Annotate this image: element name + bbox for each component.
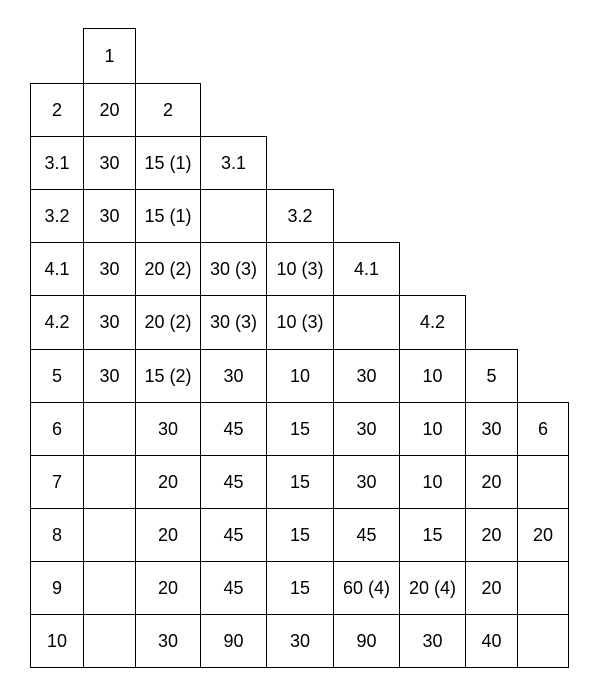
table-cell-r8-c8: 30 <box>465 402 518 456</box>
table-cell-r12-c6: 90 <box>333 614 400 668</box>
table-cell-r11-c4: 45 <box>200 561 267 615</box>
table-cell-r6-c5: 10 (3) <box>266 295 334 350</box>
table-cell-r6-c1: 4.2 <box>30 295 84 350</box>
table-cell-r12-c5: 30 <box>266 614 334 668</box>
table-cell-r11-c2 <box>83 561 136 615</box>
table-cell-r7-c6: 30 <box>333 349 400 403</box>
table-cell-r5-c4: 30 (3) <box>200 242 267 296</box>
table-cell-r8-c9: 6 <box>517 402 569 456</box>
table-cell-r10-c8: 20 <box>465 508 518 562</box>
table-cell-r9-c3: 20 <box>135 455 201 509</box>
table-cell-r3-c2: 30 <box>83 136 136 190</box>
table-cell-r9-c6: 30 <box>333 455 400 509</box>
table-cell-r9-c7: 10 <box>399 455 466 509</box>
table-cell-r7-c8: 5 <box>465 349 518 403</box>
table-cell-r9-c4: 45 <box>200 455 267 509</box>
table-cell-r6-c2: 30 <box>83 295 136 350</box>
table-cell-r12-c7: 30 <box>399 614 466 668</box>
table-cell-r5-c6: 4.1 <box>333 242 400 296</box>
table-cell-r5-c3: 20 (2) <box>135 242 201 296</box>
table-cell-r2-c2: 20 <box>83 83 136 137</box>
table-cell-r1-c2: 1 <box>83 28 136 84</box>
table-cell-r9-c9 <box>517 455 569 509</box>
table-cell-r5-c2: 30 <box>83 242 136 296</box>
table-cell-r4-c1: 3.2 <box>30 189 84 243</box>
table-cell-r12-c1: 10 <box>30 614 84 668</box>
table-cell-r6-c4: 30 (3) <box>200 295 267 350</box>
table-cell-r10-c4: 45 <box>200 508 267 562</box>
table-cell-r8-c2 <box>83 402 136 456</box>
table-cell-r8-c4: 45 <box>200 402 267 456</box>
table-cell-r3-c3: 15 (1) <box>135 136 201 190</box>
table-cell-r10-c3: 20 <box>135 508 201 562</box>
table-cell-r6-c7: 4.2 <box>399 295 466 350</box>
table-cell-r11-c3: 20 <box>135 561 201 615</box>
table-cell-r7-c2: 30 <box>83 349 136 403</box>
table-cell-r7-c7: 10 <box>399 349 466 403</box>
table-cell-r5-c5: 10 (3) <box>266 242 334 296</box>
table-cell-r7-c1: 5 <box>30 349 84 403</box>
table-cell-r6-c3: 20 (2) <box>135 295 201 350</box>
table-cell-r3-c1: 3.1 <box>30 136 84 190</box>
table-cell-r11-c5: 15 <box>266 561 334 615</box>
table-cell-r10-c6: 45 <box>333 508 400 562</box>
table-cell-r11-c9 <box>517 561 569 615</box>
table-cell-r11-c1: 9 <box>30 561 84 615</box>
table-cell-r4-c3: 15 (1) <box>135 189 201 243</box>
table-cell-r11-c8: 20 <box>465 561 518 615</box>
table-cell-r9-c8: 20 <box>465 455 518 509</box>
table-cell-r11-c7: 20 (4) <box>399 561 466 615</box>
table-cell-r10-c9: 20 <box>517 508 569 562</box>
table-cell-r7-c5: 10 <box>266 349 334 403</box>
table-cell-r8-c6: 30 <box>333 402 400 456</box>
table-cell-r2-c1: 2 <box>30 83 84 137</box>
table-cell-r12-c3: 30 <box>135 614 201 668</box>
table-cell-r12-c4: 90 <box>200 614 267 668</box>
table-cell-r3-c4: 3.1 <box>200 136 267 190</box>
table-cell-r5-c1: 4.1 <box>30 242 84 296</box>
table-cell-r10-c2 <box>83 508 136 562</box>
table-cell-r4-c5: 3.2 <box>266 189 334 243</box>
table-cell-r9-c2 <box>83 455 136 509</box>
table-cell-r10-c7: 15 <box>399 508 466 562</box>
table-cell-r12-c2 <box>83 614 136 668</box>
table-cell-r4-c2: 30 <box>83 189 136 243</box>
table-cell-r12-c9 <box>517 614 569 668</box>
table-cell-r9-c5: 15 <box>266 455 334 509</box>
table-cell-r10-c1: 8 <box>30 508 84 562</box>
table-cell-r8-c5: 15 <box>266 402 334 456</box>
table-cell-r6-c6 <box>333 295 400 350</box>
table-cell-r8-c7: 10 <box>399 402 466 456</box>
table-cell-r2-c3: 2 <box>135 83 201 137</box>
table-cell-r11-c6: 60 (4) <box>333 561 400 615</box>
table-cell-r9-c1: 7 <box>30 455 84 509</box>
table-cell-r8-c1: 6 <box>30 402 84 456</box>
table-cell-r8-c3: 30 <box>135 402 201 456</box>
table-cell-r12-c8: 40 <box>465 614 518 668</box>
table-cell-r7-c4: 30 <box>200 349 267 403</box>
table-cell-r4-c4 <box>200 189 267 243</box>
table-cell-r10-c5: 15 <box>266 508 334 562</box>
table-cell-r7-c3: 15 (2) <box>135 349 201 403</box>
